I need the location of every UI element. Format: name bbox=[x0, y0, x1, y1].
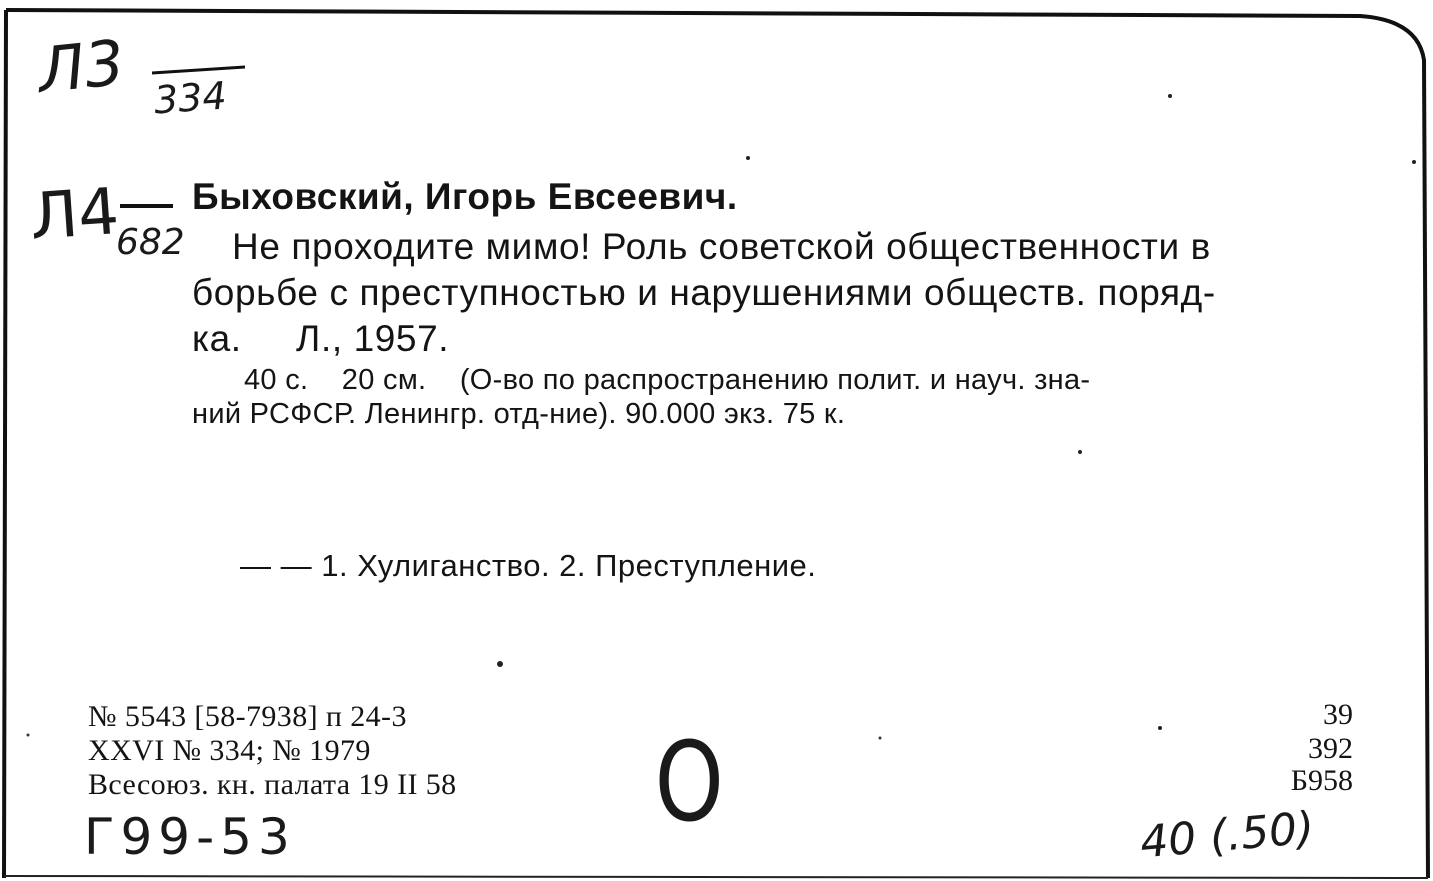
handwritten-circle-mark: О bbox=[654, 718, 724, 846]
class-number-3: Б958 bbox=[1290, 764, 1353, 797]
title-line-3: ка. Л., 1957. bbox=[192, 318, 450, 359]
title-line-1: Не проходите мимо! Роль советской общественности в bbox=[232, 226, 1211, 267]
handwritten-accession: Г99-53 bbox=[84, 808, 296, 866]
shelfmark-side-bar bbox=[118, 200, 178, 212]
shelfmark-side-code: Л4 bbox=[27, 174, 122, 256]
class-number-1: 39 bbox=[1323, 698, 1353, 731]
shelfmark-top-code: Л3 bbox=[34, 25, 128, 108]
author-heading: Быховский, Игорь Евсеевич. bbox=[192, 176, 738, 217]
footer-line-3: Всесоюз. кн. палата 19 II 58 bbox=[88, 768, 457, 801]
description-line-2: ний РСФСР. Ленингр. отд-ние). 90.000 экз. 75 к. bbox=[192, 398, 846, 430]
shelfmark-side-num: 682 bbox=[116, 222, 185, 263]
shelfmark-top-num: 334 bbox=[152, 73, 228, 123]
class-number-2: 392 bbox=[1308, 732, 1353, 765]
footer-line-1: № 5543 [58-7938] п 24-3 bbox=[88, 700, 407, 733]
subject-headings: — — 1. Хулиганство. 2. Преступление. bbox=[240, 548, 817, 583]
title-line-2: борьбе с преступностью и нарушениями обществ. поряд- bbox=[192, 272, 1216, 313]
description-line-1: 40 с. 20 см. (О-во по распространению полит. и науч. зна- bbox=[244, 364, 1091, 396]
handwritten-price: 40 (.50) bbox=[1138, 802, 1317, 869]
shelfmark-top-bar bbox=[150, 64, 250, 76]
footer-line-2: XXVI № 334; № 1979 bbox=[88, 734, 371, 767]
